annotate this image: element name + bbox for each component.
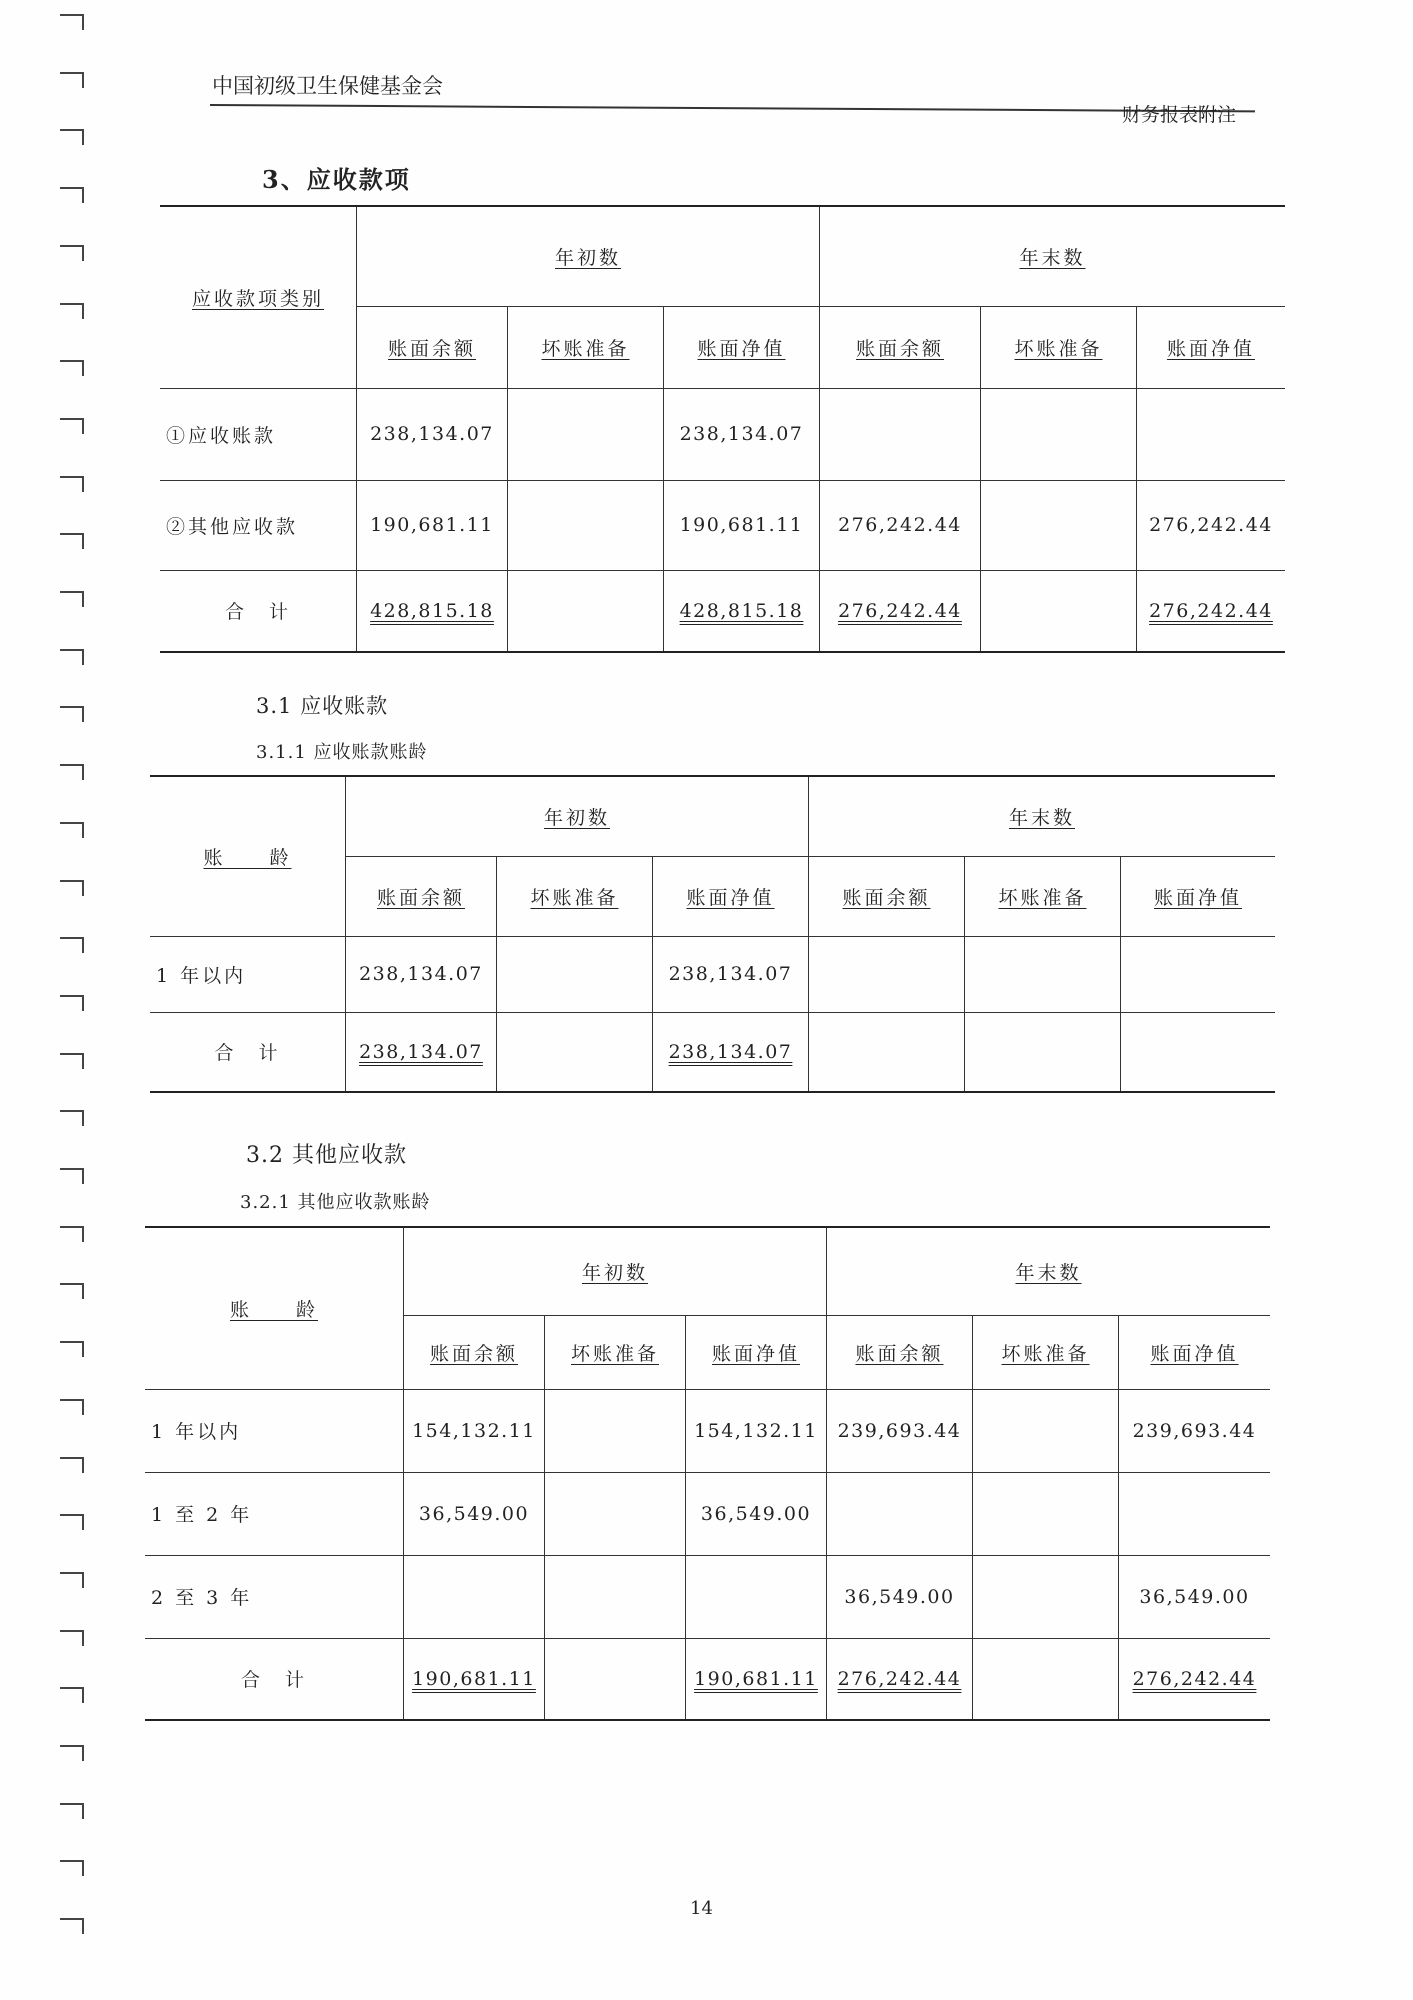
binding-ring xyxy=(60,1687,84,1703)
cell: 428,815.18 xyxy=(679,599,804,622)
binding-ring xyxy=(60,1053,84,1069)
col-header: 坏账准备 xyxy=(508,306,664,388)
row-label: ①应收账款 xyxy=(160,388,357,480)
cell: 36,549.00 xyxy=(404,1472,545,1555)
cell xyxy=(965,1012,1121,1092)
binding-ring xyxy=(60,360,84,376)
cell xyxy=(545,1389,686,1472)
cell: 238,134.07 xyxy=(357,388,508,480)
table-row xyxy=(145,1472,1270,1555)
cell: 276,242.44 xyxy=(820,480,981,570)
cell: 36,549.00 xyxy=(1119,1555,1271,1638)
cell xyxy=(1119,1472,1271,1555)
row-label: 1 年以内 xyxy=(150,936,346,1012)
binding-ring xyxy=(60,880,84,896)
group-header-begin: 年初数 xyxy=(404,1227,827,1315)
cell xyxy=(404,1555,545,1638)
cell: 36,549.00 xyxy=(686,1472,827,1555)
binding-ring xyxy=(60,1918,84,1934)
binding-ring xyxy=(60,476,84,492)
col-header: 坏账准备 xyxy=(981,306,1137,388)
cell: 276,242.44 xyxy=(1149,599,1273,622)
binding-rings xyxy=(60,0,90,2000)
cell xyxy=(508,388,664,480)
cell xyxy=(497,936,653,1012)
cell xyxy=(981,570,1137,652)
receivables-aging-table xyxy=(150,775,1275,1093)
cell: 190,681.11 xyxy=(412,1667,536,1690)
cell xyxy=(965,936,1121,1012)
col-header: 账面净值 xyxy=(1137,306,1286,388)
section-3-2-1-subtitle: 3.2.1 其他应收款账龄 xyxy=(240,1192,431,1213)
col-header: 账面净值 xyxy=(653,856,809,936)
cell: 154,132.11 xyxy=(404,1389,545,1472)
section-3-title: 3、应收款项 xyxy=(262,165,411,194)
cell: 238,134.07 xyxy=(359,1040,483,1063)
binding-ring xyxy=(60,764,84,780)
cell xyxy=(981,480,1137,570)
total-row xyxy=(160,570,1285,652)
cell: 154,132.11 xyxy=(686,1389,827,1472)
binding-ring xyxy=(60,1341,84,1357)
document-title: 财务报表附注 xyxy=(1122,104,1237,126)
cell xyxy=(809,936,965,1012)
cell: 428,815.18 xyxy=(370,599,494,622)
col-header: 坏账准备 xyxy=(545,1315,686,1389)
binding-ring xyxy=(60,187,84,203)
binding-ring xyxy=(60,1514,84,1530)
cell xyxy=(809,1012,965,1092)
table-row xyxy=(160,388,1285,480)
binding-ring xyxy=(60,1110,84,1126)
total-row xyxy=(150,1012,1275,1092)
cell xyxy=(1121,1012,1276,1092)
binding-ring xyxy=(60,1572,84,1588)
binding-ring xyxy=(60,649,84,665)
binding-ring xyxy=(60,1630,84,1646)
total-label: 合 计 xyxy=(160,570,357,652)
cell xyxy=(1137,388,1286,480)
page-number: 14 xyxy=(690,1898,713,1919)
organization-name: 中国初级卫生保健基金会 xyxy=(212,74,443,98)
group-header-end: 年末数 xyxy=(820,206,1286,306)
group-header-end: 年末数 xyxy=(809,776,1276,856)
total-label: 合 计 xyxy=(150,1012,346,1092)
cell: 276,242.44 xyxy=(1132,1667,1257,1690)
col-header: 账面余额 xyxy=(357,306,508,388)
group-header-end: 年末数 xyxy=(827,1227,1271,1315)
cell xyxy=(973,1555,1119,1638)
col-header: 账面余额 xyxy=(827,1315,973,1389)
corner-header: 账 龄 xyxy=(150,776,346,936)
cell: 190,681.11 xyxy=(357,480,508,570)
cell xyxy=(508,570,664,652)
cell: 190,681.11 xyxy=(664,480,820,570)
col-header: 账面净值 xyxy=(1119,1315,1271,1389)
cell xyxy=(1121,936,1276,1012)
cell xyxy=(973,1638,1119,1720)
table-row xyxy=(160,480,1285,570)
binding-ring xyxy=(60,1457,84,1473)
row-label: ②其他应收款 xyxy=(160,480,357,570)
table-row xyxy=(150,936,1275,1012)
cell: 239,693.44 xyxy=(827,1389,973,1472)
cell xyxy=(508,480,664,570)
cell xyxy=(827,1472,973,1555)
table-row xyxy=(145,1389,1270,1472)
other-receivables-aging-table xyxy=(145,1226,1270,1721)
cell: 36,549.00 xyxy=(827,1555,973,1638)
binding-ring xyxy=(60,1283,84,1299)
binding-ring xyxy=(60,995,84,1011)
section-3-1-1-subtitle: 3.1.1 应收账款账龄 xyxy=(256,742,428,763)
binding-ring xyxy=(60,1226,84,1242)
col-header: 坏账准备 xyxy=(965,856,1121,936)
group-header-begin: 年初数 xyxy=(357,206,820,306)
binding-ring xyxy=(60,418,84,434)
cell: 238,134.07 xyxy=(668,1040,793,1063)
binding-ring xyxy=(60,129,84,145)
receivables-table xyxy=(160,205,1285,653)
col-header: 账面余额 xyxy=(809,856,965,936)
binding-ring xyxy=(60,1399,84,1415)
binding-ring xyxy=(60,1745,84,1761)
cell: 238,134.07 xyxy=(346,936,497,1012)
cell xyxy=(497,1012,653,1092)
binding-ring xyxy=(60,533,84,549)
total-label: 合 计 xyxy=(145,1638,404,1720)
cell: 276,242.44 xyxy=(837,1667,962,1690)
binding-ring xyxy=(60,303,84,319)
cell: 276,242.44 xyxy=(838,599,962,622)
group-header-begin: 年初数 xyxy=(346,776,809,856)
cell: 239,693.44 xyxy=(1119,1389,1271,1472)
section-3-2-title: 3.2 其他应收款 xyxy=(246,1143,407,1168)
binding-ring xyxy=(60,14,84,30)
col-header: 账面净值 xyxy=(1121,856,1276,936)
header-rule xyxy=(210,104,1255,112)
table-row xyxy=(145,1555,1270,1638)
col-header: 账面净值 xyxy=(664,306,820,388)
cell xyxy=(545,1555,686,1638)
binding-ring xyxy=(60,591,84,607)
total-row xyxy=(145,1638,1270,1720)
binding-ring xyxy=(60,245,84,261)
corner-header: 应收款项类别 xyxy=(160,206,357,388)
binding-ring xyxy=(60,1168,84,1184)
cell xyxy=(981,388,1137,480)
binding-ring xyxy=(60,822,84,838)
section-3-1-title: 3.1 应收账款 xyxy=(256,694,389,718)
cell xyxy=(973,1389,1119,1472)
col-header: 账面余额 xyxy=(404,1315,545,1389)
col-header: 坏账准备 xyxy=(497,856,653,936)
cell: 238,134.07 xyxy=(664,388,820,480)
cell xyxy=(820,388,981,480)
cell: 238,134.07 xyxy=(653,936,809,1012)
cell: 276,242.44 xyxy=(1137,480,1286,570)
cell xyxy=(545,1472,686,1555)
corner-header: 账 龄 xyxy=(145,1227,404,1389)
col-header: 账面余额 xyxy=(346,856,497,936)
col-header: 账面净值 xyxy=(686,1315,827,1389)
binding-ring xyxy=(60,706,84,722)
col-header: 账面余额 xyxy=(820,306,981,388)
binding-ring xyxy=(60,937,84,953)
binding-ring xyxy=(60,1803,84,1819)
binding-ring xyxy=(60,72,84,88)
row-label: 2 至 3 年 xyxy=(145,1555,404,1638)
cell xyxy=(973,1472,1119,1555)
row-label: 1 至 2 年 xyxy=(145,1472,404,1555)
cell: 190,681.11 xyxy=(694,1667,818,1690)
col-header: 坏账准备 xyxy=(973,1315,1119,1389)
cell xyxy=(545,1638,686,1720)
binding-ring xyxy=(60,1860,84,1876)
row-label: 1 年以内 xyxy=(145,1389,404,1472)
cell xyxy=(686,1555,827,1638)
